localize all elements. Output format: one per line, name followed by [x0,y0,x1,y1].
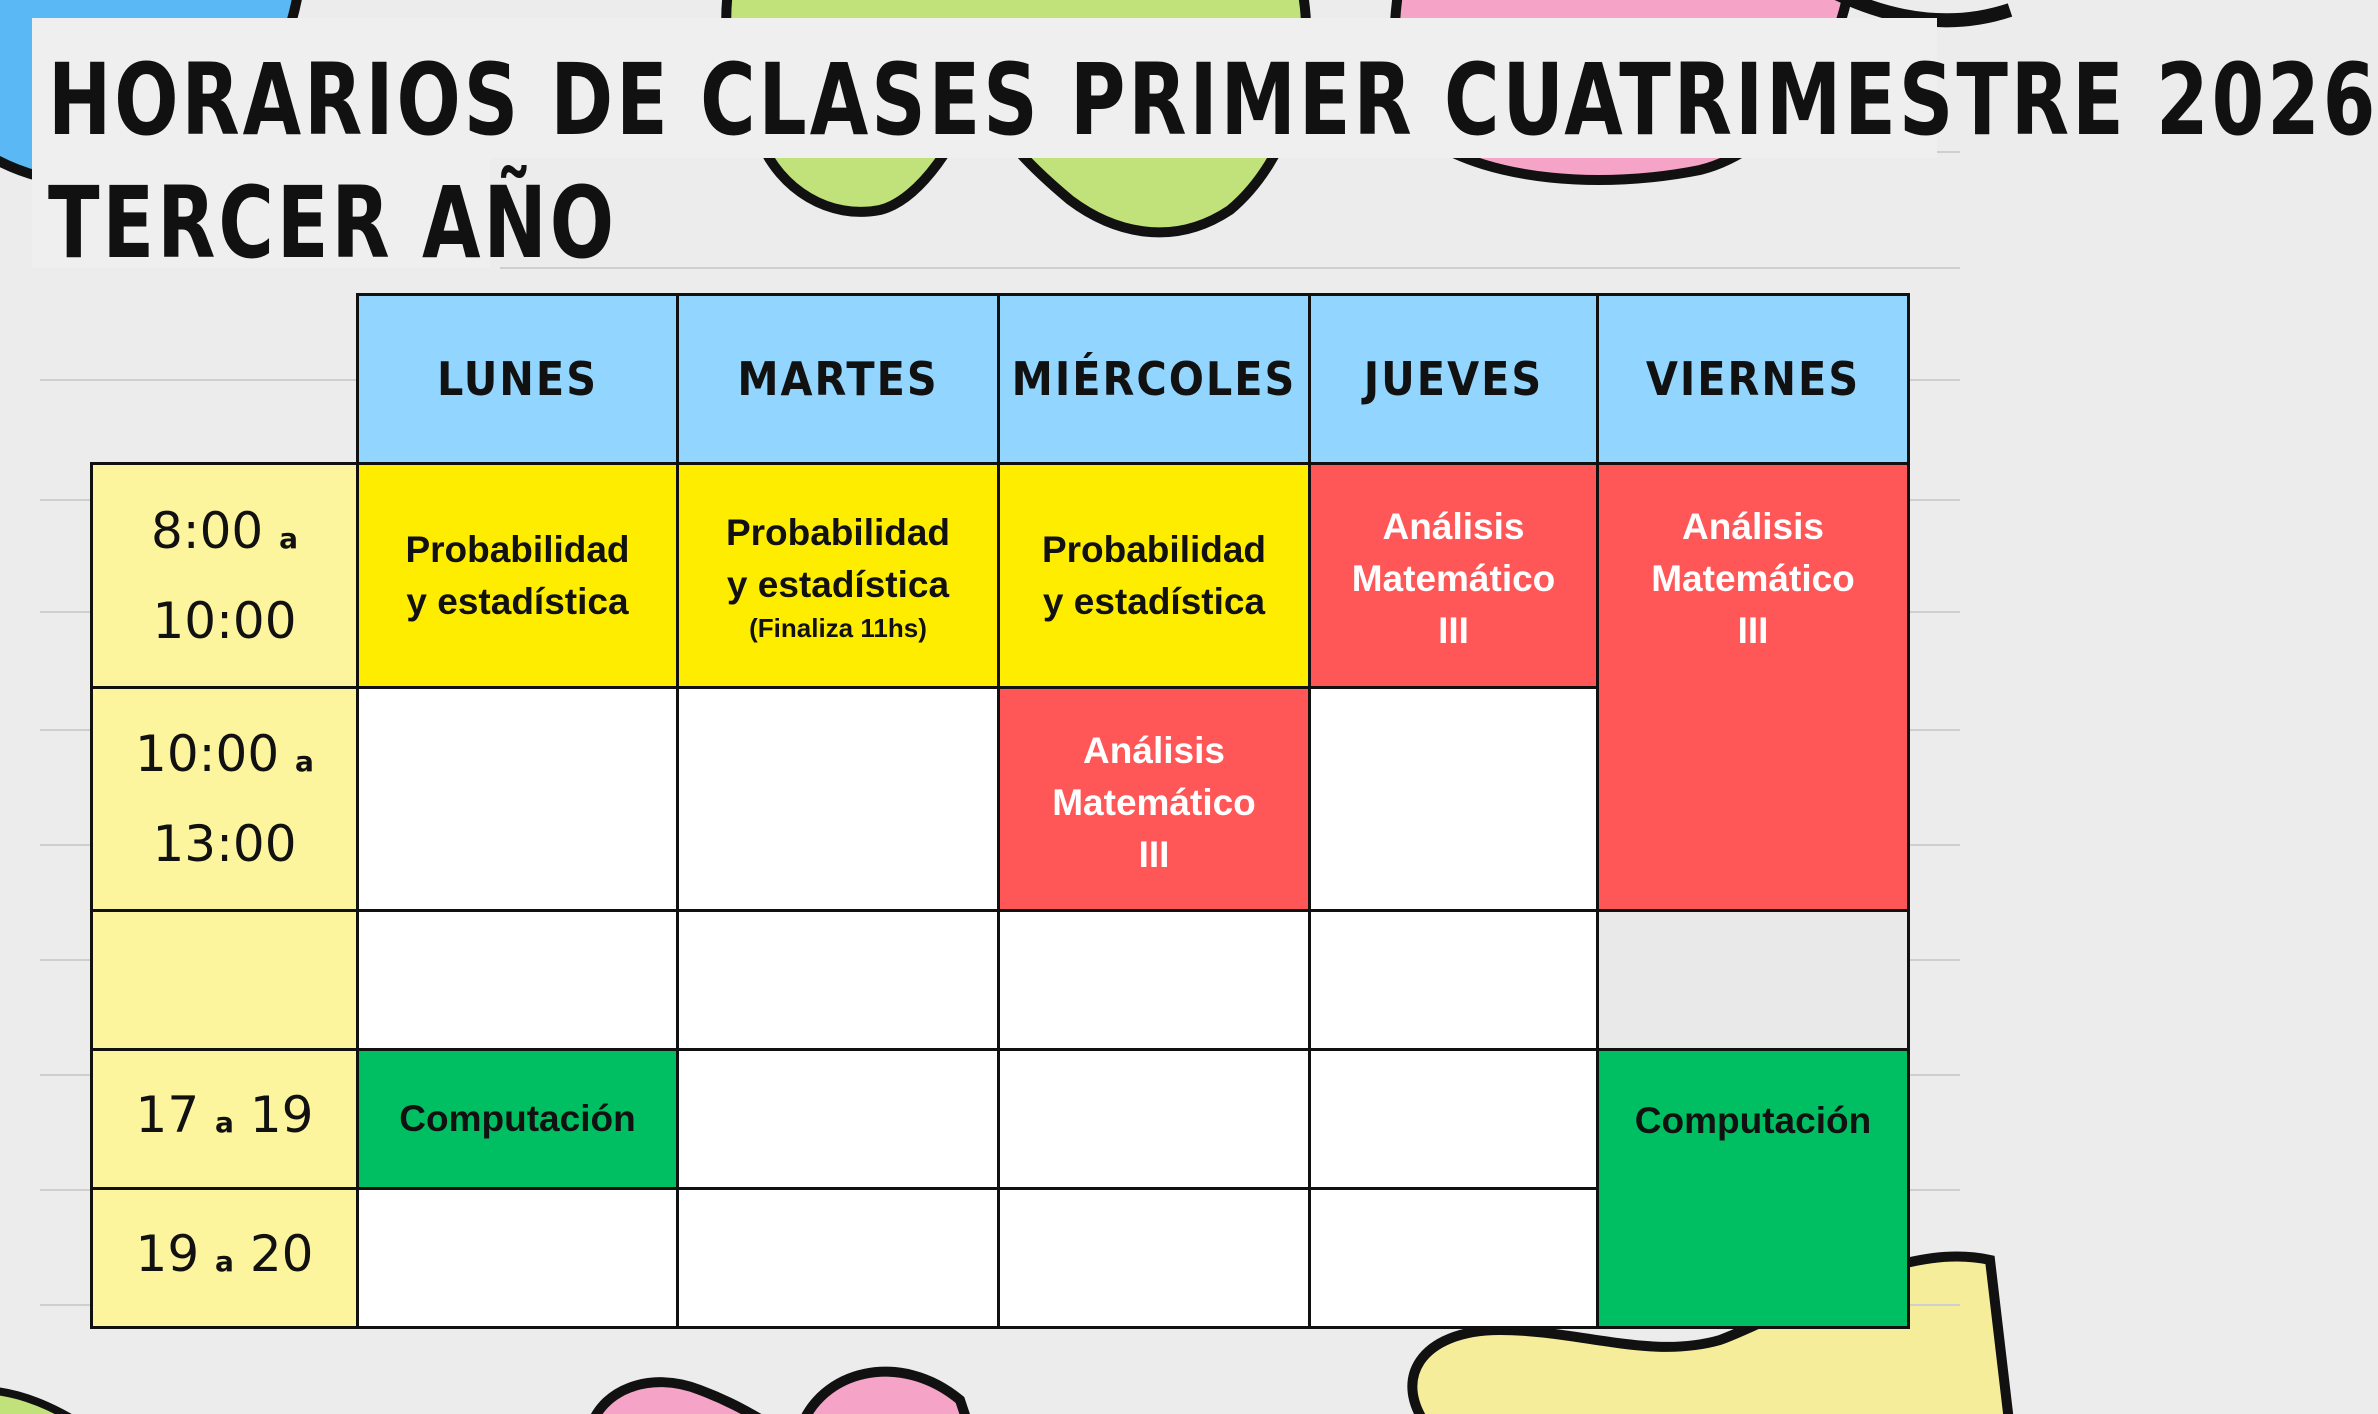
class-name-line: Análisis [1382,506,1525,547]
pink-blob-bottom-2 [800,1372,970,1414]
day-header-lunes: LUNES [356,293,679,465]
class-cell-miercoles-10 [997,686,1311,912]
class-name-line: Computación [399,1098,636,1139]
class-name-line: y estadística [406,580,629,622]
time-from: 8:00 [150,501,264,560]
empty-cell [997,1187,1311,1329]
empty-cell [1596,909,1910,1051]
day-header-miercoles: MIÉRCOLES [997,293,1311,465]
class-cell-lunes-17 [356,1048,679,1190]
class-name-line: Probabilidad [1041,528,1267,570]
empty-cell [676,1187,1000,1329]
class-name-line: III [1737,610,1769,651]
empty-cell [676,1048,1000,1190]
class-name-line: Matemático [1351,558,1556,599]
class-name-line: Matemático [1052,782,1256,823]
empty-cell [1308,686,1599,912]
time-sep: a [295,745,314,778]
class-name-line: Matemático [1651,558,1855,599]
time-to: 19 [249,1086,314,1144]
class-name-line: Análisis [1682,506,1824,547]
class-name-line: Probabilidad [405,528,630,570]
class-name-line: Probabilidad [725,511,951,553]
empty-cell [676,909,1000,1051]
time-slot-5 [90,1187,359,1329]
empty-cell [356,686,679,912]
time-slot-2 [90,686,359,912]
time-to: 13:00 [152,815,297,873]
class-cell-jueves-8 [1308,462,1599,689]
empty-cell [356,1187,679,1329]
empty-cell [676,686,1000,912]
class-name-line: y estadística [726,563,950,605]
class-name-line: III [1438,610,1469,651]
empty-cell [1308,1048,1599,1190]
class-name-line: y estadística [1042,580,1266,622]
time-from: 10:00 [135,725,280,783]
empty-cell [356,909,679,1051]
class-name-line: Computación [1634,1100,1872,1141]
class-cell-viernes-17 [1596,1048,1910,1329]
time-to: 20 [249,1225,314,1283]
time-sep: a [279,521,299,555]
class-name-line: Análisis [1083,730,1225,771]
empty-cell [1308,1187,1599,1329]
time-slot-1 [90,462,359,689]
time-from: 19 [135,1225,200,1283]
class-cell-lunes-8 [356,462,679,689]
class-name-line: III [1138,834,1170,875]
page-title: HORARIOS DE CLASES PRIMER CUATRIMESTRE 2026 [48,42,2378,158]
time-slot-3 [90,909,359,1051]
time-from: 17 [135,1086,200,1144]
page-subtitle: TERCER AÑO [48,165,617,281]
time-to: 10:00 [152,591,297,650]
day-header-jueves: JUEVES [1308,293,1599,465]
pink-blob-bottom [590,1382,780,1414]
green-blob-bottom [0,1390,90,1414]
class-note: (Finaliza 11hs) [749,612,927,643]
time-sep: a [215,1106,234,1139]
time-sep: a [215,1245,234,1278]
class-cell-viernes-8 [1596,462,1910,912]
empty-cell [997,1048,1311,1190]
empty-cell [997,909,1311,1051]
day-header-viernes: VIERNES [1596,293,1910,465]
time-slot-4 [90,1048,359,1190]
day-header-martes: MARTES [676,293,1000,465]
empty-cell [1308,909,1599,1051]
class-cell-martes-8 [676,462,1000,689]
class-cell-miercoles-8 [997,462,1311,689]
